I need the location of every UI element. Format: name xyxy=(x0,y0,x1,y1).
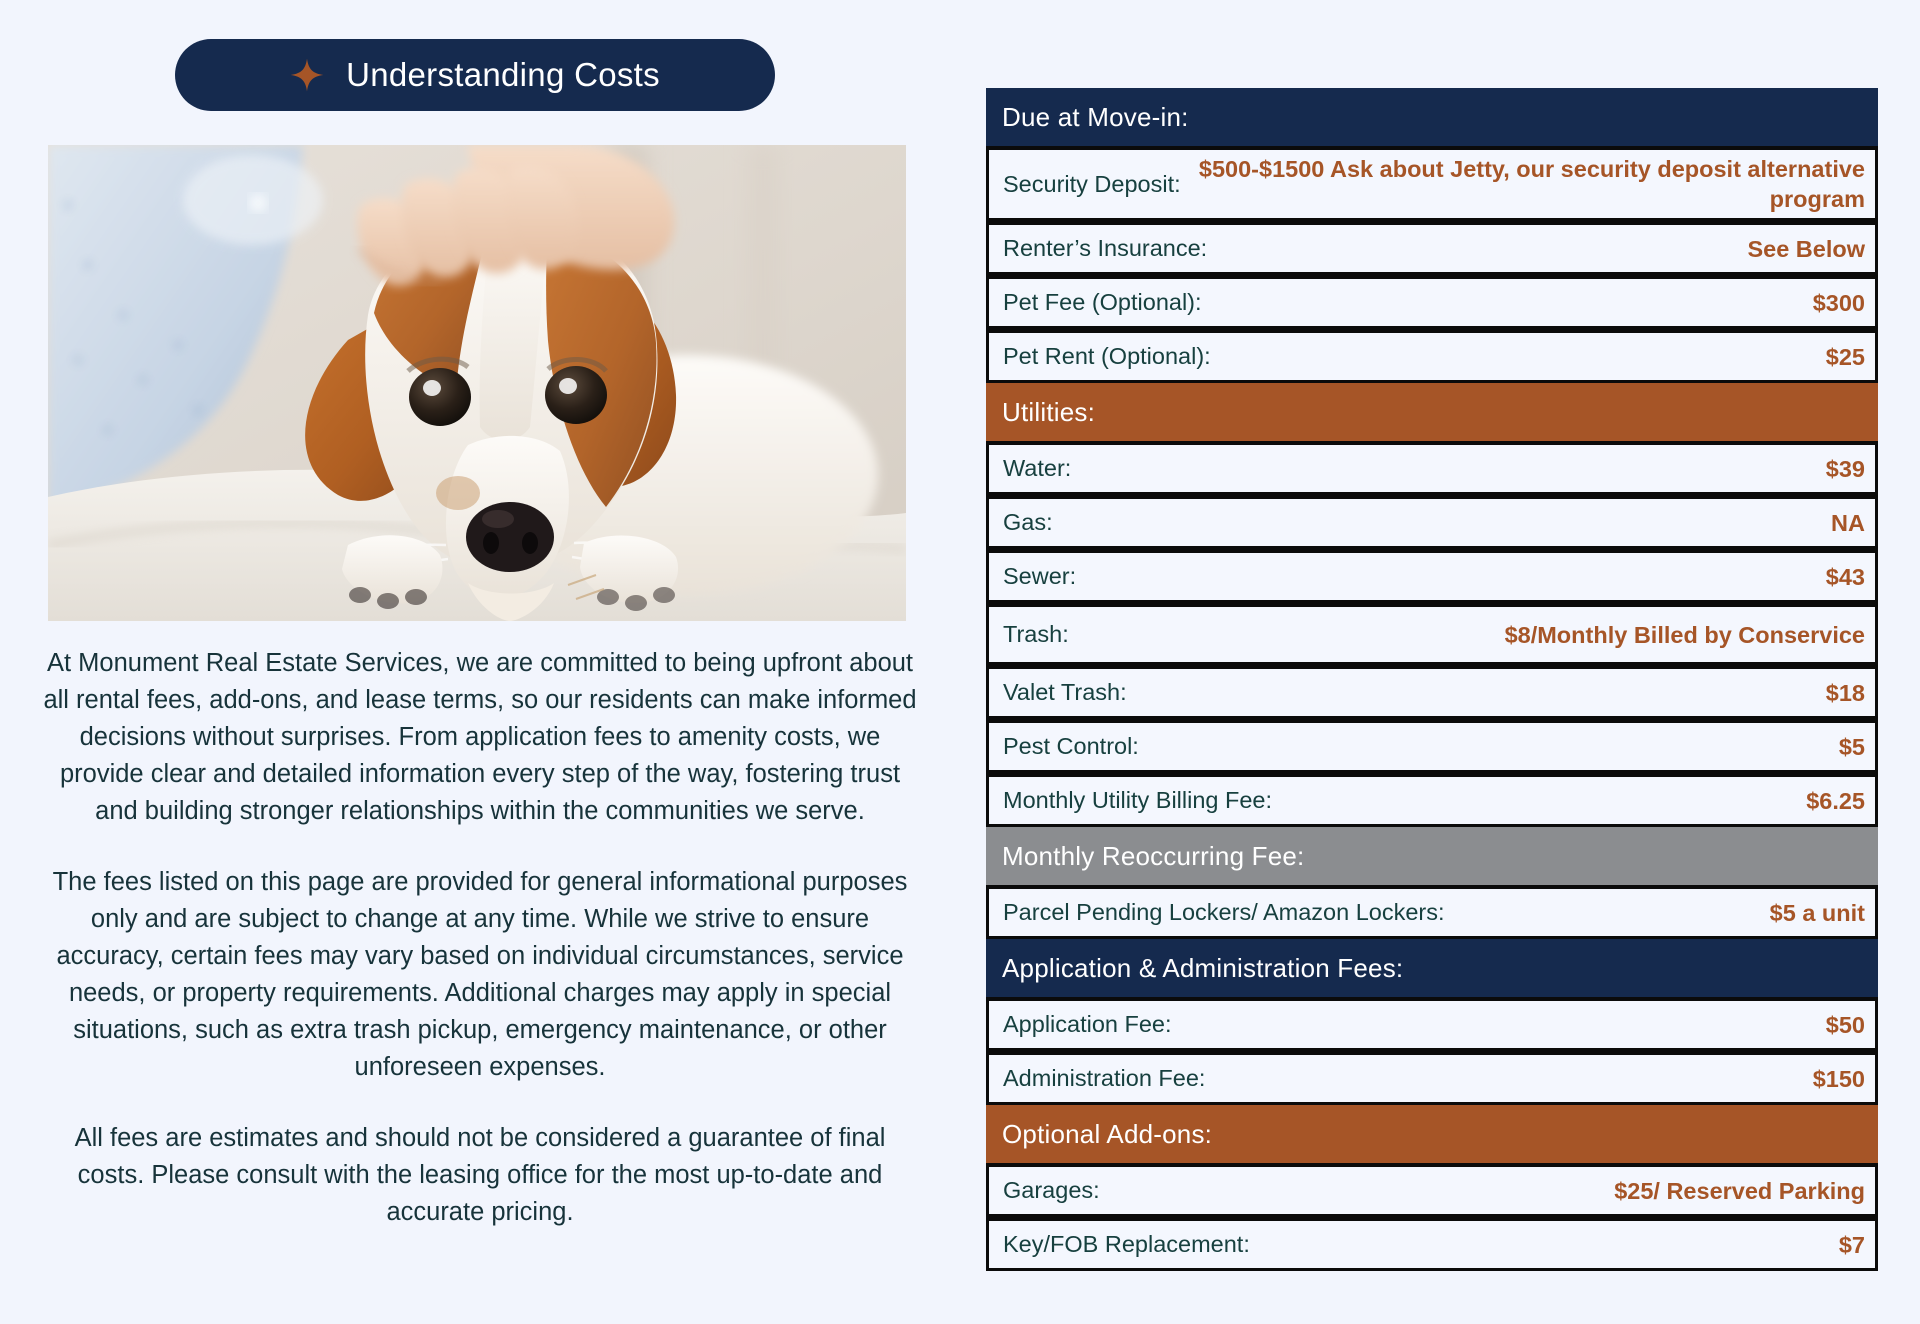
fee-value: $300 xyxy=(1812,289,1865,316)
fee-label: Application Fee: xyxy=(1003,1011,1172,1038)
fee-label: Parcel Pending Lockers/ Amazon Lockers: xyxy=(1003,899,1445,926)
dog-illustration xyxy=(48,145,906,621)
fee-value: See Below xyxy=(1747,235,1865,262)
hero-dog-photo xyxy=(48,145,906,621)
fee-value: $150 xyxy=(1812,1065,1865,1092)
fee-row xyxy=(986,1163,1878,1217)
fee-value: $18 xyxy=(1825,679,1865,706)
fee-label: Renter’s Insurance: xyxy=(1003,235,1208,262)
fee-row xyxy=(986,441,1878,495)
fee-value: $25 xyxy=(1825,343,1865,370)
fee-label: Administration Fee: xyxy=(1003,1065,1206,1092)
paragraph-1: At Monument Real Estate Services, we are committed to being upfront about all rental fees, add-ons, and lease terms, so our residents can make informed decisions without surprises. From application fees to amenity costs, we provide clear and detailed information every step of the way, fostering trust and building stronger relationships within the communities we serve. xyxy=(43,649,917,825)
fee-row xyxy=(986,665,1878,719)
fee-row xyxy=(986,549,1878,603)
fee-section-header: Utilities: xyxy=(986,383,1878,441)
fee-value: $500-$1500 Ask about Jetty, our security deposit alternative program xyxy=(1198,156,1865,213)
fee-section-header: Application & Administration Fees: xyxy=(986,939,1878,997)
fee-row xyxy=(986,329,1878,383)
paragraph-3: All fees are estimates and should not be considered a guarantee of final costs. Please consult with the leasing office for the most up-to-date and accurate pricing. xyxy=(74,1124,886,1226)
fee-row xyxy=(986,885,1878,939)
fee-table xyxy=(986,88,1878,1271)
fee-value: $5 a unit xyxy=(1769,899,1865,926)
fee-row xyxy=(986,275,1878,329)
fee-row xyxy=(986,495,1878,549)
fee-label: Pest Control: xyxy=(1003,733,1139,760)
fee-value: $39 xyxy=(1825,455,1865,482)
fee-label: Garages: xyxy=(1003,1177,1100,1204)
fee-section-header: Optional Add-ons: xyxy=(986,1105,1878,1163)
fee-label: Security Deposit: xyxy=(1003,170,1181,197)
fee-label: Water: xyxy=(1003,455,1072,482)
fee-row xyxy=(986,997,1878,1051)
fee-value: $50 xyxy=(1825,1011,1865,1038)
fee-value: $5 xyxy=(1838,733,1865,760)
fee-label: Key/FOB Replacement: xyxy=(1003,1231,1250,1258)
fee-section-header: Due at Move-in: xyxy=(986,88,1878,146)
fee-row xyxy=(986,1217,1878,1271)
fee-value: $25/ Reserved Parking xyxy=(1614,1177,1865,1204)
sparkle-icon xyxy=(290,58,324,92)
fee-row xyxy=(986,603,1878,665)
fee-value: $6.25 xyxy=(1806,787,1865,814)
fee-value: $7 xyxy=(1838,1231,1865,1258)
fee-section-header: Monthly Reoccurring Fee: xyxy=(986,827,1878,885)
fee-label: Pet Fee (Optional): xyxy=(1003,289,1202,316)
fee-label: Trash: xyxy=(1003,621,1069,648)
fee-row xyxy=(986,719,1878,773)
paragraph-2: The fees listed on this page are provided for general informational purposes only and are subject to change at any time. While we strive to ensure accuracy, certain fees may vary based on individual circumstances, service needs, or property requirements. Additional charges may apply in special situations, such as extra trash pickup, emergency maintenance, or other unforeseen expenses. xyxy=(52,868,908,1081)
fee-row xyxy=(986,221,1878,275)
body-copy xyxy=(40,645,920,1231)
page-title-badge xyxy=(175,39,775,111)
fee-row xyxy=(986,1051,1878,1105)
fee-value: $43 xyxy=(1825,563,1865,590)
page-title: Understanding Costs xyxy=(346,56,660,93)
fee-label: Valet Trash: xyxy=(1003,679,1127,706)
fee-label: Sewer: xyxy=(1003,563,1077,590)
fee-row xyxy=(986,146,1878,221)
fee-label: Monthly Utility Billing Fee: xyxy=(1003,787,1273,814)
fee-value: $8/Monthly Billed by Conservice xyxy=(1504,621,1865,648)
fee-row xyxy=(986,773,1878,827)
fee-label: Gas: xyxy=(1003,509,1053,536)
fee-label: Pet Rent (Optional): xyxy=(1003,343,1211,370)
fee-value: NA xyxy=(1831,509,1865,536)
